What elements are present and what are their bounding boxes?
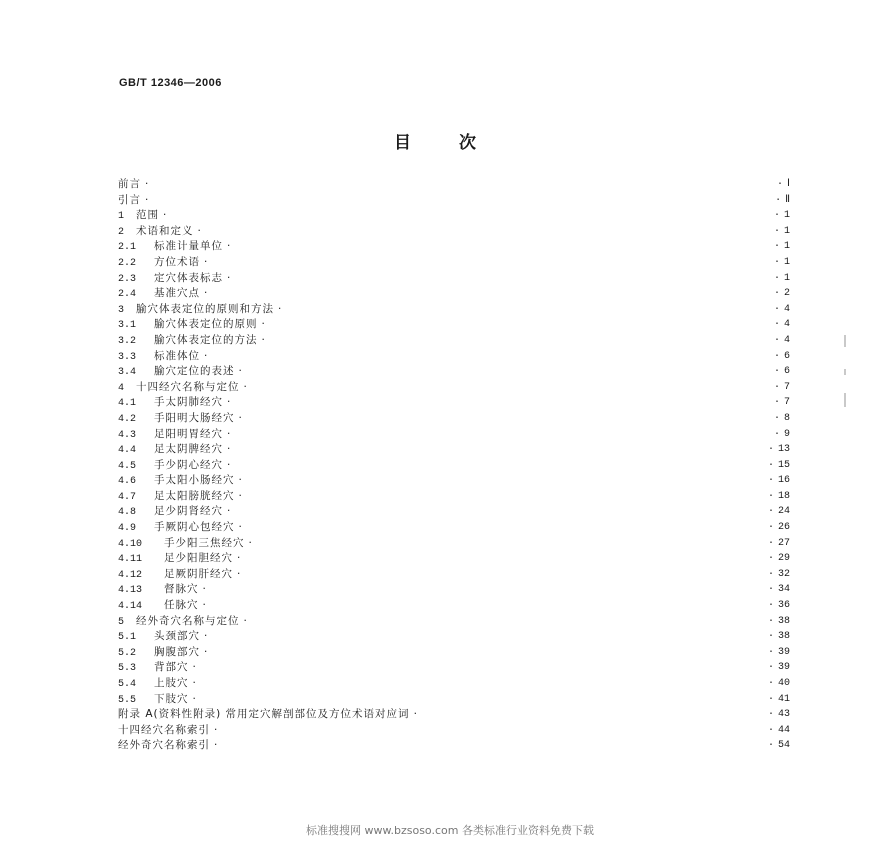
toc-page-number: 32 <box>777 568 790 580</box>
toc-entry-number: 2.2 <box>118 257 137 269</box>
toc-page-number: 1 <box>783 272 790 284</box>
toc-page-number: 40 <box>777 678 790 689</box>
toc-entry-page: · 15 <box>767 459 790 471</box>
toc-entry-number: 2.1 <box>118 242 137 254</box>
toc-leader: · <box>237 567 241 580</box>
toc-page-number: 16 <box>777 475 790 487</box>
toc-entry-page: · Ⅰ <box>777 179 790 190</box>
toc-leader: · <box>214 723 218 736</box>
toc-entry-label: 前言 <box>118 178 141 190</box>
toc-leader: · <box>204 349 208 362</box>
toc-entry[interactable] <box>118 692 790 708</box>
toc-entry[interactable] <box>118 380 790 396</box>
toc-page-number: 36 <box>777 600 790 612</box>
toc-entry-page: · 40 <box>767 678 790 689</box>
toc-entry-number: 4.8 <box>118 507 137 519</box>
toc-entry-page: · 38 <box>767 631 790 643</box>
toc-entry-number: 5 <box>118 616 125 628</box>
toc-entry[interactable] <box>118 395 790 411</box>
toc-entry-label: 下肢穴 <box>154 692 189 705</box>
toc-entry-label: 上肢穴 <box>154 677 189 689</box>
toc-leader: · <box>413 708 417 721</box>
toc-entry-page: · 27 <box>767 537 790 549</box>
toc-entry[interactable] <box>118 582 790 598</box>
toc-entry-number: 4.2 <box>118 413 137 425</box>
toc-entry-page: · Ⅱ <box>775 194 790 206</box>
toc-entry[interactable] <box>118 707 790 723</box>
toc-entry[interactable] <box>118 614 790 630</box>
toc-leader: · <box>227 240 231 253</box>
toc-leader: · <box>204 645 208 658</box>
toc-entry-label: 背部穴 <box>154 661 189 674</box>
toc-entry-page: · 6 <box>773 350 790 362</box>
toc-entry-number: 4.11 <box>118 554 143 566</box>
toc-entry-number: 3 <box>118 304 125 316</box>
toc-leader: · <box>227 396 231 409</box>
toc-leader: · <box>145 193 149 206</box>
toc-entry[interactable] <box>118 411 790 427</box>
toc-page-number: 43 <box>777 709 790 721</box>
toc-entry-label: 手厥阴心包经穴 <box>154 521 235 534</box>
toc-page-number: 54 <box>777 740 790 752</box>
toc-leader: · <box>204 255 208 268</box>
toc-entry-label: 足少阴肾经穴 <box>154 505 223 518</box>
toc-entry-page: · 7 <box>773 397 790 409</box>
toc-entry-page: · 9 <box>773 428 790 440</box>
toc-leader: · <box>197 224 201 237</box>
toc-leader: · <box>227 443 231 456</box>
toc-entry-page: · 6 <box>773 366 790 378</box>
toc-entry[interactable] <box>118 364 790 380</box>
toc-leader: · <box>204 630 208 643</box>
toc-entry-page: · 16 <box>767 475 790 487</box>
toc-page-number: 4 <box>783 319 790 331</box>
toc-entry-label: 十四经穴名称与定位 <box>136 380 240 393</box>
toc-entry-number: 4.9 <box>118 523 137 535</box>
toc-page-number: Ⅰ <box>787 179 790 190</box>
toc-leader: · <box>238 474 242 487</box>
toc-leader: · <box>227 271 231 284</box>
toc-entry-page: · 34 <box>767 584 790 596</box>
toc-entry-page: · 8 <box>773 412 790 424</box>
toc-entry-number: 4.7 <box>118 491 137 503</box>
toc-entry-number: 4.10 <box>118 538 143 550</box>
toc-page-number: 1 <box>783 241 790 253</box>
toc-entry-label: 腧穴体表定位的原则 <box>154 318 258 331</box>
toc-entry-number: 4.3 <box>118 429 137 441</box>
toc-page-number: 41 <box>777 693 790 705</box>
toc-page-number: 29 <box>777 553 790 565</box>
page-title: 目次 <box>394 133 524 153</box>
toc-entry-label: 胸腹部穴 <box>154 645 200 658</box>
toc-entry-label: 足太阳膀胱经穴 <box>154 489 235 502</box>
toc-page-number: 6 <box>783 350 790 362</box>
toc-leader: · <box>238 411 242 424</box>
toc-leader: · <box>202 583 206 596</box>
toc-entry[interactable] <box>118 255 790 271</box>
toc-leader: · <box>214 739 218 752</box>
toc-leader: · <box>278 302 282 315</box>
toc-leader: · <box>192 661 196 674</box>
toc-entry-label: 手少阳三焦经穴 <box>164 536 245 549</box>
toc-entry-number: 4.1 <box>118 398 137 410</box>
toc-leader: · <box>192 692 196 705</box>
toc-leader: · <box>243 380 247 393</box>
toc-entry-number: 3.4 <box>118 367 137 379</box>
toc-entry[interactable] <box>118 286 790 302</box>
toc-leader: · <box>261 318 265 331</box>
toc-entry-number: 4.12 <box>118 569 143 581</box>
toc-entry-page: · 39 <box>767 646 790 658</box>
toc-page-number: 13 <box>777 444 790 456</box>
toc-entry-number: 3.1 <box>118 320 137 332</box>
toc-page-number: 4 <box>783 303 790 315</box>
toc-entry[interactable] <box>118 333 790 349</box>
toc-entry[interactable] <box>118 504 790 520</box>
toc-page-number: Ⅱ <box>785 194 790 206</box>
toc-entry-page: · 13 <box>767 444 790 456</box>
toc-entry-page: · 1 <box>773 241 790 253</box>
toc-entry-number: 4.13 <box>118 585 143 597</box>
toc-entry-number: 4 <box>118 382 125 394</box>
toc-entry-label: 经外奇穴名称与定位 <box>136 614 240 627</box>
toc-entry-label: 十四经穴名称索引 <box>118 723 210 736</box>
toc-leader: · <box>238 365 242 378</box>
toc-entry-page: · 4 <box>773 303 790 315</box>
toc-entry-page: · 26 <box>767 522 790 534</box>
toc-entry-label: 手太阳小肠经穴 <box>154 474 235 487</box>
toc-entry-page: · 2 <box>773 288 790 300</box>
toc-entry-label: 足厥阴肝经穴 <box>164 567 233 580</box>
toc-page-number: 1 <box>783 210 790 222</box>
toc-entry-page: · 32 <box>767 568 790 580</box>
toc-page-number: 1 <box>783 225 790 237</box>
toc-entry-page: · 43 <box>767 709 790 721</box>
toc-entry-label: 头颈部穴 <box>154 630 200 643</box>
toc-entry[interactable] <box>118 645 790 661</box>
standard-code: GB/T 12346—2006 <box>119 77 222 89</box>
toc-entry-number: 5.5 <box>118 694 137 706</box>
toc-page-number: 2 <box>783 288 790 300</box>
toc-page-number: 1 <box>783 256 790 268</box>
toc-entry-page: · 29 <box>767 553 790 565</box>
toc-page-number: 38 <box>777 615 790 627</box>
toc-page-number: 44 <box>777 724 790 736</box>
toc-entry-label: 术语和定义 <box>136 224 194 237</box>
toc-page-number: 9 <box>783 428 790 440</box>
toc-entry-page: · 1 <box>773 210 790 222</box>
toc-entry-label: 腧穴体表定位的原则和方法 <box>136 302 274 315</box>
toc-entry[interactable] <box>118 520 790 536</box>
toc-entry[interactable] <box>118 629 790 645</box>
toc-entry-label: 定穴体表标志 <box>154 271 223 284</box>
toc-entry[interactable] <box>118 676 790 692</box>
toc-entry-page: · 38 <box>767 615 790 627</box>
toc-entry[interactable] <box>118 317 790 333</box>
toc-leader: · <box>237 552 241 565</box>
toc-leader: · <box>145 178 149 190</box>
toc-entry-number: 2.4 <box>118 289 137 301</box>
toc-leader: · <box>261 333 265 346</box>
toc-entry[interactable] <box>118 567 790 583</box>
toc-entry-page: · 4 <box>773 334 790 346</box>
toc-entry[interactable] <box>118 723 790 739</box>
toc-leader: · <box>227 505 231 518</box>
toc-page-number: 7 <box>783 381 790 393</box>
scan-artifact-marks <box>843 335 849 415</box>
toc-page-number: 27 <box>777 537 790 549</box>
toc-entry-label: 手少阴心经穴 <box>154 458 223 471</box>
toc-entry-label: 手太阴肺经穴 <box>154 396 223 409</box>
toc-entry[interactable] <box>118 349 790 365</box>
toc-entry-number: 5.4 <box>118 679 137 690</box>
toc-leader: · <box>227 427 231 440</box>
toc-entry-label: 足少阳胆经穴 <box>164 552 233 565</box>
toc-entry-label: 手阳明大肠经穴 <box>154 411 235 424</box>
toc-entry-label: 腧穴定位的表述 <box>154 365 235 378</box>
toc-leader: · <box>238 489 242 502</box>
toc-entry-page: · 1 <box>773 256 790 268</box>
toc-page-number: 6 <box>783 366 790 378</box>
toc-entry-label: 基准穴点 <box>154 287 200 300</box>
toc-entry-page: · 39 <box>767 662 790 674</box>
toc-entry-label: 经外奇穴名称索引 <box>118 739 210 752</box>
toc-entry-number: 1 <box>118 211 125 223</box>
toc-entry-page: · 7 <box>773 381 790 393</box>
toc-entry-number: 4.6 <box>118 476 137 488</box>
toc-entry[interactable] <box>118 302 790 318</box>
toc-page-number: 39 <box>777 662 790 674</box>
toc-entry-page: · 1 <box>773 272 790 284</box>
toc-entry[interactable] <box>118 271 790 287</box>
toc-entry[interactable] <box>118 427 790 443</box>
toc-page-number: 38 <box>777 631 790 643</box>
toc-page-number: 15 <box>777 459 790 471</box>
toc-page-number: 26 <box>777 522 790 534</box>
toc-entry-label: 引言 <box>118 193 141 206</box>
toc-entry[interactable] <box>118 536 790 552</box>
toc-entry[interactable] <box>118 239 790 255</box>
toc-entry[interactable] <box>118 208 790 224</box>
toc-entry-label: 足太阴脾经穴 <box>154 443 223 456</box>
toc-leader: · <box>227 458 231 471</box>
toc-leader: · <box>204 287 208 300</box>
toc-entry-label: 范围 <box>136 209 159 222</box>
toc-entry-page: · 18 <box>767 490 790 502</box>
toc-entry-page: · 4 <box>773 319 790 331</box>
toc-entry-page: · 24 <box>767 506 790 518</box>
toc-leader: · <box>248 536 252 549</box>
toc-entry-number: 3.3 <box>118 351 137 363</box>
toc-entry-label: 腧穴体表定位的方法 <box>154 333 258 346</box>
toc-entry-number: 2 <box>118 226 125 238</box>
toc-leader: · <box>163 209 167 222</box>
toc-entry-label: 方位术语 <box>154 255 200 268</box>
toc-page-number: 24 <box>777 506 790 518</box>
toc-entry-label: 任脉穴 <box>164 599 199 612</box>
toc-entry-number: 2.3 <box>118 273 137 285</box>
toc-entry-number: 4.5 <box>118 460 137 472</box>
toc-page-number: 34 <box>777 584 790 596</box>
toc-entry-page: · 36 <box>767 600 790 612</box>
toc-entry-label: 标准计量单位 <box>154 240 223 253</box>
toc-entry-number: 5.1 <box>118 632 137 644</box>
toc-entry-page: · 44 <box>767 724 790 736</box>
toc-entry[interactable] <box>118 598 790 614</box>
toc-entry[interactable] <box>118 660 790 676</box>
toc-leader: · <box>243 614 247 627</box>
toc-entry-label: 附录 A(资料性附录) 常用定穴解剖部位及方位术语对应词 <box>118 708 410 721</box>
toc-entry-number: 5.2 <box>118 647 137 659</box>
toc-entry[interactable] <box>118 489 790 505</box>
toc-entry-label: 督脉穴 <box>164 583 199 596</box>
toc-entry-number: 3.2 <box>118 335 137 347</box>
toc-leader: · <box>238 521 242 534</box>
toc-entry[interactable] <box>118 193 790 209</box>
toc-page-number: 39 <box>777 646 790 658</box>
toc-entry-page: · 54 <box>767 740 790 752</box>
toc-page-number: 18 <box>777 490 790 502</box>
toc-entry[interactable] <box>118 473 790 489</box>
toc-entry[interactable] <box>118 551 790 567</box>
footer-watermark: 标准搜搜网 www.bzsoso.com 各类标准行业资料免费下载 <box>306 824 594 837</box>
table-of-contents <box>118 177 790 754</box>
toc-leader: · <box>202 599 206 612</box>
toc-entry[interactable] <box>118 177 790 193</box>
toc-entry-label: 标准体位 <box>154 349 200 362</box>
toc-page-number: 8 <box>783 412 790 424</box>
toc-entry-number: 5.3 <box>118 663 137 675</box>
toc-page-number: 7 <box>783 397 790 409</box>
toc-entry[interactable] <box>118 442 790 458</box>
toc-leader: · <box>192 677 196 689</box>
toc-entry-number: 4.4 <box>118 445 137 457</box>
toc-page-number: 4 <box>783 334 790 346</box>
toc-entry-page: · 41 <box>767 693 790 705</box>
toc-entry[interactable] <box>118 738 790 754</box>
toc-entry-label: 足阳明胃经穴 <box>154 427 223 440</box>
toc-entry[interactable] <box>118 224 790 240</box>
toc-entry-page: · 1 <box>773 225 790 237</box>
toc-entry[interactable] <box>118 458 790 474</box>
toc-entry-number: 4.14 <box>118 601 143 613</box>
